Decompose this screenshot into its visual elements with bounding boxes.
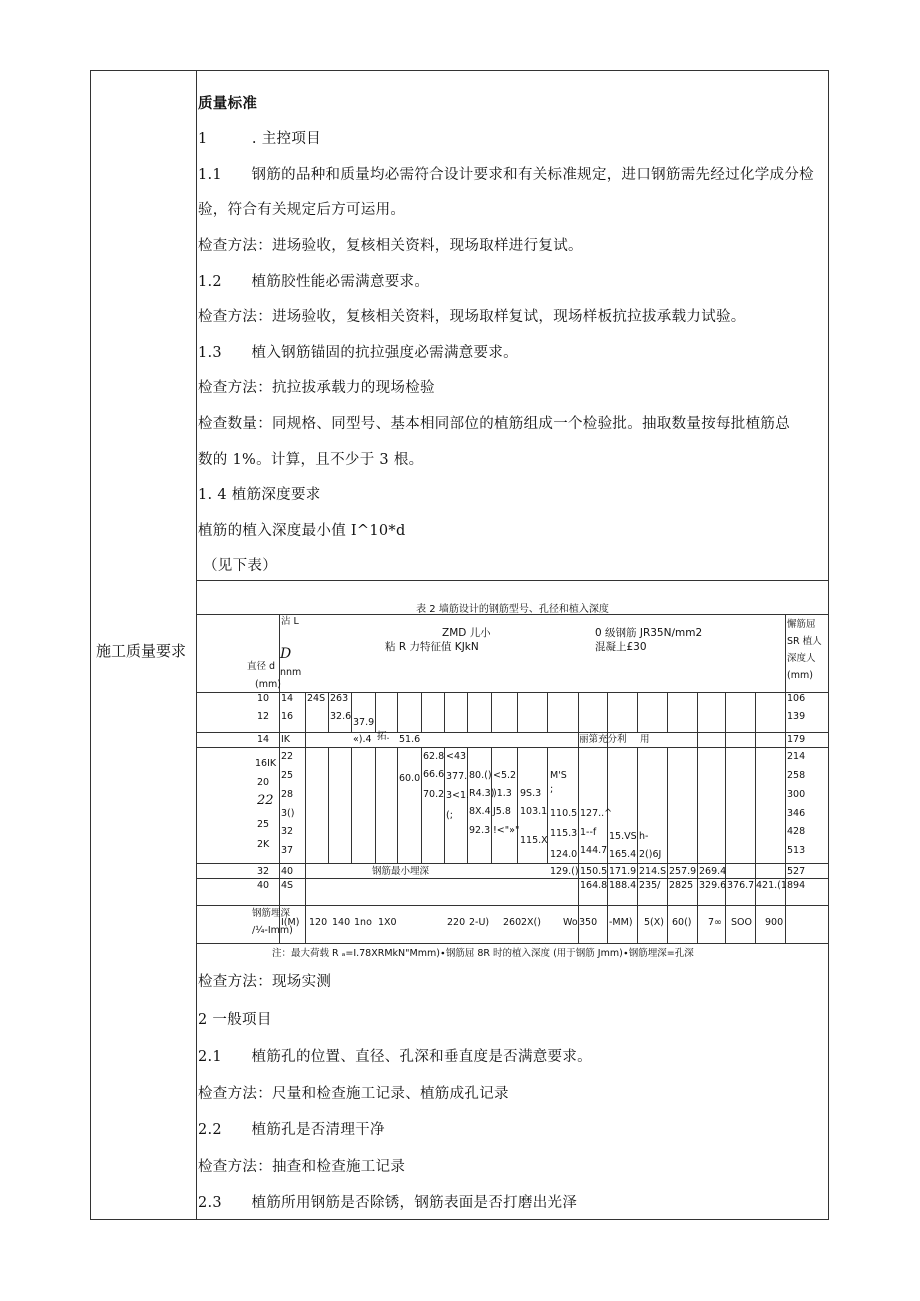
text-line: 检查方法：抽查和检查施工记录 (198, 1159, 406, 1175)
cell: 40 (257, 880, 270, 891)
hdr-col: nnm (280, 667, 302, 678)
cell: 15.VS (609, 831, 637, 842)
cell: 1no (354, 917, 372, 928)
cell: J5.8 (493, 806, 511, 817)
cell: 110.5 (550, 808, 578, 819)
cell: 24S (307, 693, 326, 704)
cell: 12 (257, 711, 270, 722)
cell: 62.8 (423, 751, 445, 762)
cell: 129.() (550, 866, 579, 877)
cell: 丽第充分利 (579, 734, 627, 745)
cell: 300 (787, 789, 806, 800)
section-title: 质量标准 (198, 95, 258, 112)
cell: 2X() (521, 917, 541, 928)
cell: (; (446, 810, 453, 821)
cell: 377. (446, 771, 468, 782)
cell: IK (281, 734, 291, 745)
cell: !<"»" (493, 825, 520, 836)
cell: 10 (257, 693, 270, 704)
cell: 37.9 (353, 717, 375, 728)
cell: 22 (281, 751, 294, 762)
cell: 32 (281, 826, 294, 837)
text-line: 2.1 植筋孔的位置、直径、孔深和垂直度是否满意要求。 (198, 1049, 592, 1065)
cell: 51.6 (399, 734, 421, 745)
embedding-depth-table (197, 580, 828, 960)
cell: 214.S (639, 866, 667, 877)
cell: R4.3) (469, 788, 495, 799)
hdr-col: 0 级钢筋 JR35N∕mm2 (595, 627, 703, 639)
cell: 257.9 (669, 866, 697, 877)
cell: 120 (309, 917, 328, 928)
text-line: 检查方法：进场验收，复核相关资料，现场取样复试，现场样板抗拉拔承载力试验。 (198, 309, 746, 325)
cell: 124.0 (550, 849, 578, 860)
text-line: 验，符合有关规定后方可运用。 (198, 202, 406, 218)
cell: <43 (446, 751, 467, 762)
cell: 9S.3 (520, 788, 542, 799)
cell: 32 (257, 866, 270, 877)
cell: M'S (550, 770, 567, 781)
cell: 115.X (520, 835, 548, 846)
cell: 165.4 (609, 849, 637, 860)
cell: 269.4 (699, 866, 727, 877)
cell: 258 (787, 770, 806, 781)
cell: 1X0 (378, 917, 397, 928)
hdr-col: 直径 d (247, 661, 276, 672)
cell: 346 (787, 808, 806, 819)
cell: 拓. (377, 731, 390, 742)
cell: 92.3 (469, 825, 491, 836)
cell: 66.6 (423, 769, 445, 780)
hdr-col: 深度人 (787, 653, 816, 664)
cell: 3() (281, 808, 295, 819)
cell: 25 (257, 819, 270, 830)
text-line: 植筋的植入深度最小值 I^10*d (198, 523, 406, 539)
text-line: （见下表） (203, 558, 277, 574)
cell: 103.1 (520, 806, 548, 817)
cell: 14 (281, 693, 294, 704)
cell: 428 (787, 826, 806, 837)
table-note: 注：最大荷载 R ₐ=I.78XRMkN"Mmm)∙钢筋屈 8R 时的植入深度 (用于钢筋 Jmm)∙钢筋埋深=孔深 (272, 948, 694, 959)
cell: I(M) (281, 917, 300, 928)
text-line: 2.2 植筋孔是否清理干净 (198, 1122, 385, 1138)
row-label: 施工质量要求 (96, 642, 187, 660)
cell: 25 (281, 770, 294, 781)
cell: -MM) (609, 917, 633, 928)
cell: 144.7 (580, 845, 608, 856)
cell: 140 (332, 917, 351, 928)
cell: 127..^ (580, 808, 613, 819)
cell: 1--f (580, 827, 597, 838)
cell: 263 (330, 693, 349, 704)
cell: 235/ (639, 880, 661, 891)
text-line: 2.3 植筋所用钢筋是否除锈，钢筋表面是否打磨出光泽 (198, 1195, 578, 1211)
cell: 钢筋最小埋深 (372, 866, 430, 877)
cell: 14 (257, 734, 270, 745)
cell: 527 (787, 866, 806, 877)
cell: h- (639, 831, 649, 842)
text-line: 检查数量：同规格、同型号、基本相同部位的植筋组成一个检验批。抽取数量按每批植筋总 (198, 416, 790, 432)
cell: 894 (787, 880, 806, 891)
cell: Wo (563, 917, 578, 928)
cell: 171.9 (609, 866, 637, 877)
cell: 115.3 (550, 828, 578, 839)
cell: 900 (765, 917, 784, 928)
text-line: 1.2 植筋胶性能必需满意要求。 (198, 274, 430, 290)
cell: 20 (257, 777, 270, 788)
cell: 7∞ (708, 917, 722, 928)
hdr-col: (mm) (787, 670, 813, 681)
hdr-col: D (280, 646, 292, 662)
hdr-col: 混凝上£30 (595, 641, 647, 653)
cell: 2()6J (639, 849, 662, 860)
cell: 350 (579, 917, 598, 928)
cell: )1.3 (493, 788, 512, 799)
cell: 106 (787, 693, 806, 704)
hdr-col: SR 植人 (787, 636, 822, 647)
text-line: 检查方法：尺量和检查施工记录、植筋成孔记录 (198, 1086, 509, 1102)
hdr-col: ZMD 儿小 (442, 627, 491, 639)
cell: 2K (257, 839, 270, 850)
text-line: 数的 1%。计算，且不少于 3 根。 (198, 452, 424, 468)
cell: 32.6 (330, 711, 352, 722)
cell: 37 (281, 845, 294, 856)
cell: 329.6 (699, 880, 727, 891)
cell: ; (550, 784, 554, 795)
hdr-col: 沾 L (281, 616, 299, 627)
cell: 179 (787, 734, 806, 745)
cell: 60.0 (399, 773, 421, 784)
text-line: 1.3 植入钢筋锚固的抗拉强度必需满意要求。 (198, 345, 518, 361)
text-line: 1 . 主控项目 (198, 131, 321, 147)
cell: 60() (672, 917, 692, 928)
text-line: 检查方法：抗拉拔承载力的现场检验 (198, 380, 435, 396)
text-line: 检查方法：进场验收，复核相关资料，现场取样进行复试。 (198, 238, 583, 254)
cell: 139 (787, 711, 806, 722)
cell: 16IK (255, 758, 277, 769)
cell: 376.7 (727, 880, 755, 891)
cell: 70.2 (423, 789, 445, 800)
cell: <5.2 (493, 770, 517, 781)
text-line: 2 一般项目 (198, 1012, 272, 1028)
cell: 260 (503, 917, 522, 928)
cell: 22 (257, 793, 274, 808)
table-caption: 表 2 墙筋设计的钢筋型号、孔径和植入深度 (416, 604, 609, 615)
cell: 钢筋埋深 (252, 908, 291, 919)
cell: 513 (787, 845, 806, 856)
cell: 80.() (469, 770, 492, 781)
cell: ∕¼-Imm) (252, 925, 293, 936)
cell: SOO (731, 917, 752, 928)
cell: 用 (640, 734, 650, 745)
cell: 5(X) (644, 917, 664, 928)
cell: 421.(1 (756, 880, 787, 891)
cell: 188.4 (609, 880, 637, 891)
cell: 214 (787, 751, 806, 762)
hdr-col: 懈筋屈 (787, 619, 816, 630)
cell: 2825 (669, 880, 694, 891)
hdr-col: 粘 R 力特征值 KJkN (385, 641, 479, 653)
cell: 3<1. (446, 790, 470, 801)
cell: 164.8 (580, 880, 608, 891)
cell: «).4 (353, 734, 372, 745)
cell: 8X.4 (469, 806, 491, 817)
hdr-col: (mm) (255, 679, 281, 690)
text-line: 检查方法：现场实测 (198, 974, 332, 990)
text-line: 1.1 钢筋的品种和质量均必需符合设计要求和有关标准规定，进口钢筋需先经过化学成分检 (198, 167, 814, 183)
cell: 4S (281, 880, 294, 891)
cell: 28 (281, 789, 294, 800)
cell: 220 (447, 917, 466, 928)
cell: 40 (281, 866, 294, 877)
cell: 150.5 (580, 866, 608, 877)
text-line: 1. 4 植筋深度要求 (198, 487, 321, 503)
cell: 2-U) (469, 917, 490, 928)
cell: 16 (281, 711, 294, 722)
